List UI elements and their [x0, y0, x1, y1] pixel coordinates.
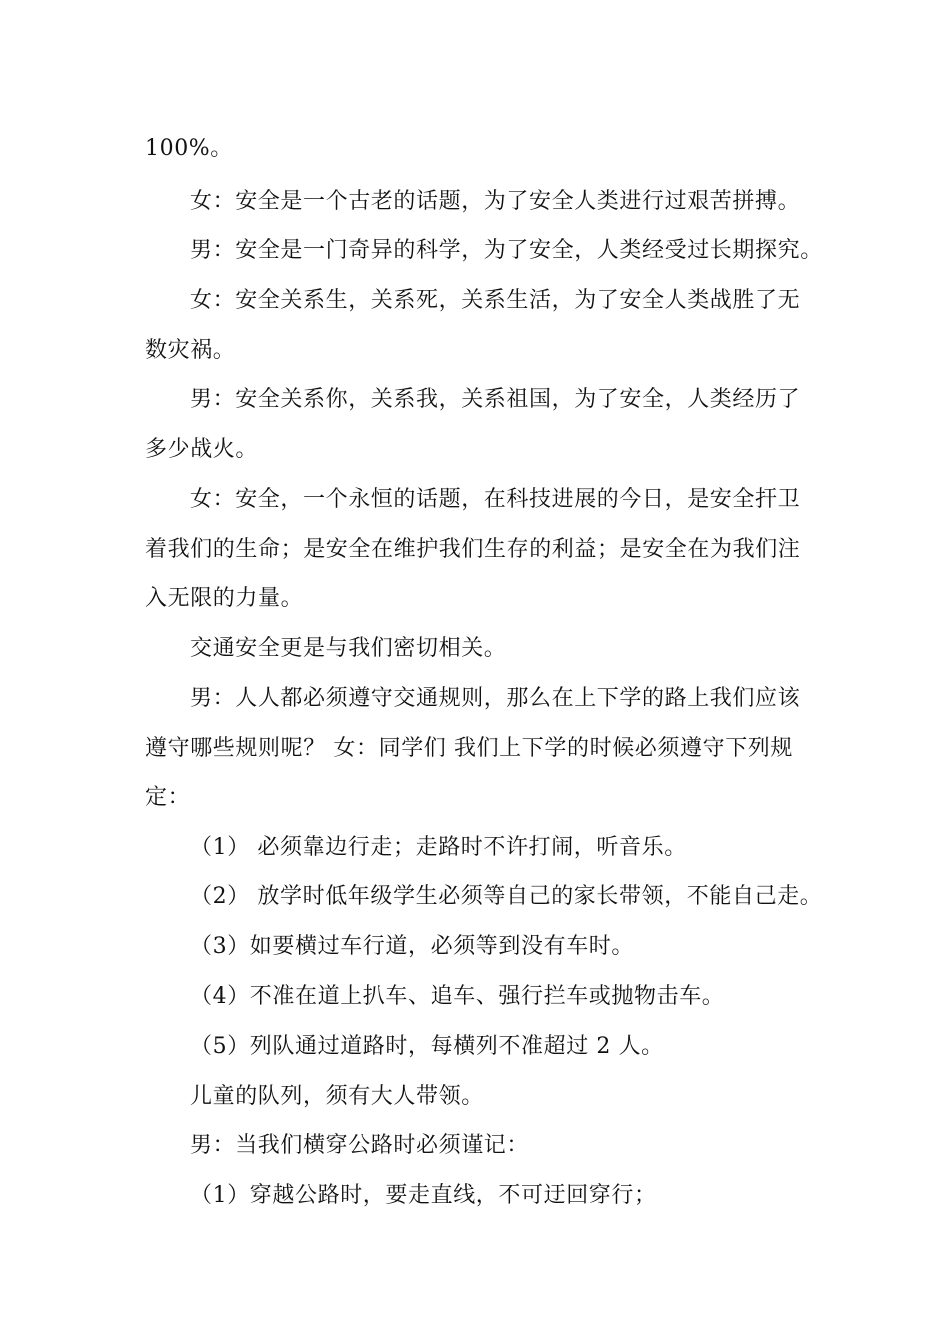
- text-line: 女：安全关系生，关系死，关系生活，为了安全人类战胜了无: [190, 288, 801, 313]
- text-line: 遵守哪些规则呢？ 女：同学们 我们上下学的时候必须遵守下列规: [145, 736, 793, 761]
- list-item: （1）穿越公路时，要走直线，不可迂回穿行；: [190, 1183, 657, 1208]
- text-line: 男：安全关系你，关系我，关系祖国，为了安全，人类经历了: [190, 387, 801, 412]
- list-item: （5）列队通过道路时，每横列不准超过 2 人。: [190, 1034, 664, 1059]
- text-line: 男：安全是一门奇异的科学，为了安全，人类经受过长期探究。: [190, 238, 823, 263]
- text-line: 入无限的力量。: [145, 586, 304, 611]
- text-line: 交通安全更是与我们密切相关。: [190, 636, 507, 661]
- list-item: （4）不准在道上扒车、追车、强行拦车或抛物击车。: [190, 984, 725, 1009]
- text-line: 着我们的生命；是安全在维护我们生存的利益；是安全在为我们注: [145, 537, 801, 562]
- text-line: 女：安全，一个永恒的话题，在科技进展的今日，是安全扞卫: [190, 487, 801, 512]
- list-item: （1） 必须靠边行走；走路时不许打闹，听音乐。: [190, 835, 687, 860]
- text-line: 100%。: [145, 136, 233, 161]
- list-item: （3）如要横过车行道，必须等到没有车时。: [190, 934, 634, 959]
- text-line: 多少战火。: [145, 437, 259, 462]
- list-item: （2） 放学时低年级学生必须等自己的家长带领，不能自己走。: [190, 884, 823, 909]
- text-line: 定：: [145, 785, 191, 810]
- text-line: 儿童的队列，须有大人带领。: [190, 1084, 484, 1109]
- text-line: 数灾祸。: [145, 338, 236, 363]
- text-line: 男：人人都必须遵守交通规则，那么在上下学的路上我们应该: [190, 686, 801, 711]
- text-line: 女：安全是一个古老的话题，为了安全人类进行过艰苦拼搏。: [190, 189, 801, 214]
- text-line: 男：当我们横穿公路时必须谨记：: [190, 1133, 530, 1158]
